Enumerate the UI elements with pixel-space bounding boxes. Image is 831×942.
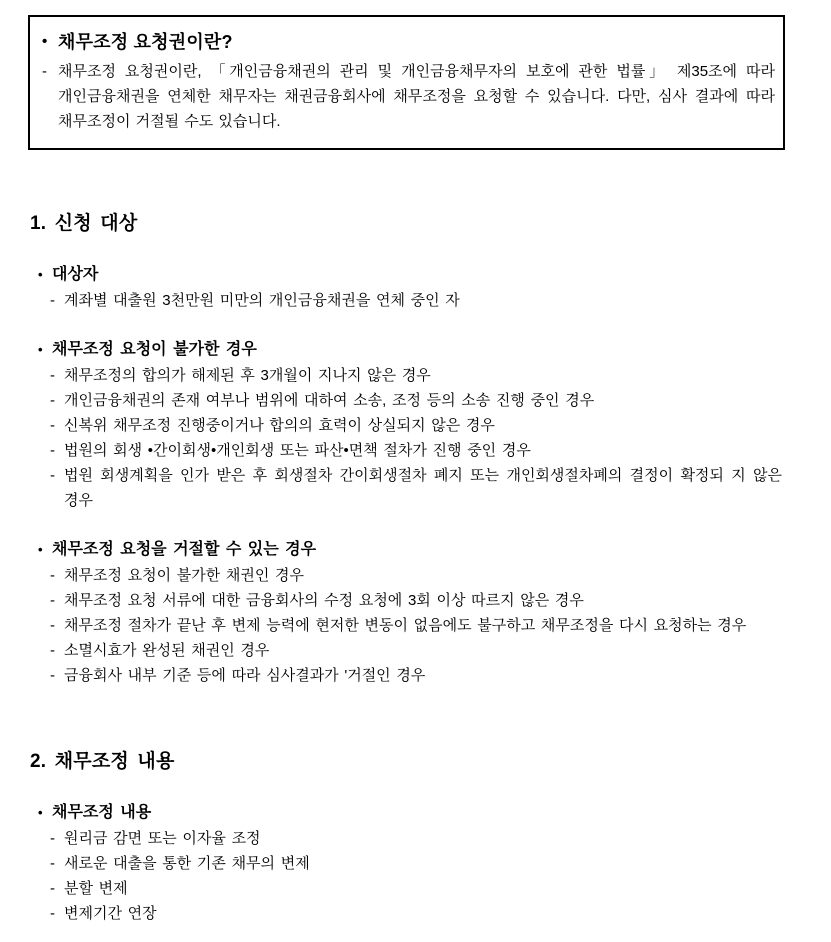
dash-marker: - xyxy=(50,855,55,872)
section-1 xyxy=(30,210,782,688)
dash-marker: - xyxy=(50,392,55,409)
list-item xyxy=(30,388,782,413)
group xyxy=(30,799,782,926)
bullet-icon: • xyxy=(38,342,43,357)
group xyxy=(30,261,782,313)
dash-marker: - xyxy=(50,292,55,309)
intro-body xyxy=(42,59,775,134)
intro-title-text: 채무조정 요청권이란? xyxy=(58,32,233,52)
dash-marker: - xyxy=(50,667,55,684)
list-item-text: 채무조정 절차가 끝난 후 변제 능력에 현저한 변동이 없음에도 불구하고 채무조정을 다시 요청하는 경우 xyxy=(64,617,747,634)
bullet-icon: • xyxy=(38,805,43,820)
list-item-text: 법원의 회생 •간이회생•개인회생 또는 파산•면책 절차가 진행 중인 경우 xyxy=(64,442,531,459)
section-heading: 1. 신청 대상 xyxy=(30,213,138,234)
list-item-text: 변제기간 연장 xyxy=(64,905,157,922)
list-item-text: 신복위 채무조정 진행중이거나 합의의 효력이 상실되지 않은 경우 xyxy=(64,417,495,434)
dash-marker: - xyxy=(50,567,55,584)
list-item xyxy=(30,851,782,876)
list-item-text: 원리금 감면 또는 이자율 조정 xyxy=(64,830,261,847)
dash-marker: - xyxy=(50,442,55,459)
list-item-text: 새로운 대출을 통한 기존 채무의 변제 xyxy=(64,855,310,872)
bullet-icon: • xyxy=(38,267,43,282)
group-title xyxy=(30,261,782,288)
group xyxy=(30,536,782,688)
group-title-text: 채무조정 내용 xyxy=(52,804,152,821)
intro-box xyxy=(28,15,785,150)
list-item xyxy=(30,876,782,901)
list-item-text: 소멸시효가 완성된 채권인 경우 xyxy=(64,642,270,659)
list-item-text: 채무조정 요청 서류에 대한 금융회사의 수정 요청에 3회 이상 따르지 않은 경우 xyxy=(64,592,584,609)
dash-marker: - xyxy=(42,63,47,80)
list-item xyxy=(30,901,782,926)
dash-marker: - xyxy=(50,592,55,609)
dash-marker: - xyxy=(50,642,55,659)
list-item-text: 법원 회생계획을 인가 받은 후 회생절차 간이회생절차 폐지 또는 개인회생절차폐의 결정이 확정되 지 않은 경우 xyxy=(64,467,782,509)
group-title xyxy=(30,799,782,826)
group-title-text: 채무조정 요청을 거절할 수 있는 경우 xyxy=(52,541,317,558)
list-item xyxy=(30,363,782,388)
list-item xyxy=(30,438,782,463)
group xyxy=(30,336,782,513)
list-item xyxy=(30,663,782,688)
bullet-icon: • xyxy=(38,542,43,557)
dash-marker: - xyxy=(50,905,55,922)
group-title-text: 채무조정 요청이 불가한 경우 xyxy=(52,341,257,358)
list-item xyxy=(30,826,782,851)
dash-marker: - xyxy=(50,367,55,384)
list-item xyxy=(30,563,782,588)
list-item-text: 계좌별 대출원 3천만원 미만의 개인금융채권을 연체 중인 자 xyxy=(64,292,460,309)
list-item xyxy=(30,638,782,663)
list-item xyxy=(30,463,782,513)
list-item-text: 분할 변제 xyxy=(64,880,128,897)
sections xyxy=(30,210,782,926)
intro-title xyxy=(42,27,775,57)
list-item-text: 채무조정의 합의가 해제된 후 3개월이 지나지 않은 경우 xyxy=(64,367,431,384)
bullet-icon: • xyxy=(42,33,48,50)
group-title xyxy=(30,536,782,563)
list-item xyxy=(30,588,782,613)
list-item xyxy=(30,413,782,438)
section-heading: 2. 채무조정 내용 xyxy=(30,751,175,772)
group-title xyxy=(30,336,782,363)
intro-body-text: 채무조정 요청권이란, 「개인금융채권의 관리 및 개인금융채무자의 보호에 관한 법률」 제35조에 따라 개인금융채권을 연체한 채무자는 채권금융회사에 채무조정을 요청할 수 있습니다. 다만, 심사 결과에 따라 채무조정이 거절될 수도 있습니다. xyxy=(58,63,775,130)
dash-marker: - xyxy=(50,830,55,847)
dash-marker: - xyxy=(50,467,55,484)
dash-marker: - xyxy=(50,880,55,897)
section-2 xyxy=(30,748,782,926)
list-item-text: 금융회사 내부 기준 등에 따라 심사결과가 '거절인 경우 xyxy=(64,667,426,684)
dash-marker: - xyxy=(50,617,55,634)
group-title-text: 대상자 xyxy=(52,266,99,283)
list-item xyxy=(30,288,782,313)
list-item-text: 채무조정 요청이 불가한 채권인 경우 xyxy=(64,567,305,584)
list-item xyxy=(30,613,782,638)
list-item-text: 개인금융채권의 존재 여부나 범위에 대하여 소송, 조정 등의 소송 진행 중인 경우 xyxy=(64,392,595,409)
dash-marker: - xyxy=(50,417,55,434)
